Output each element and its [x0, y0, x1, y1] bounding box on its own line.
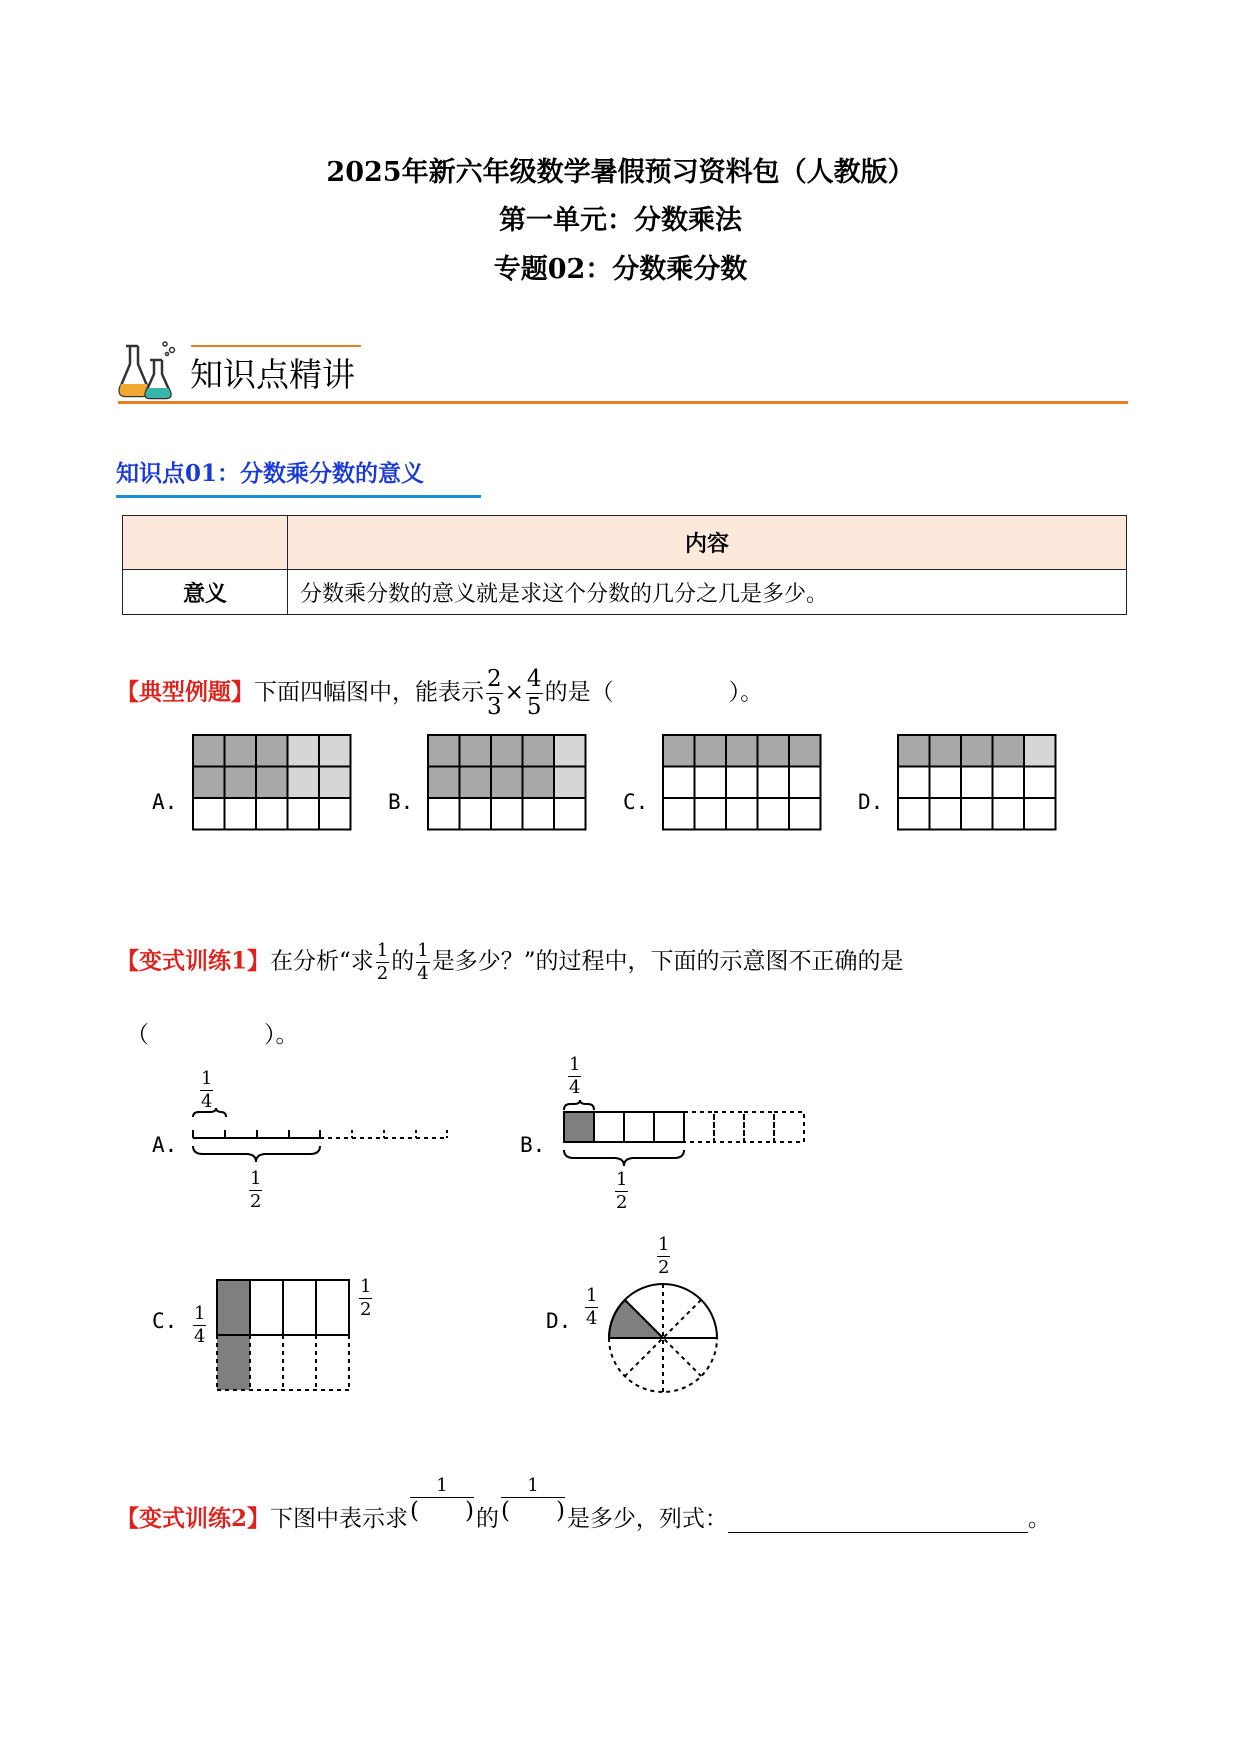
grid-cell: [898, 767, 930, 799]
grid-cell: [930, 798, 962, 830]
grid-cell: [256, 735, 288, 767]
grid-cell: [225, 735, 257, 767]
grid-option-b[interactable]: [428, 735, 586, 830]
diagram-a[interactable]: [193, 1108, 447, 1162]
diagram-b[interactable]: [564, 1100, 804, 1166]
grid-cell: [288, 798, 320, 830]
example-option-b-label: B.: [388, 790, 414, 814]
grid-cell: [961, 735, 993, 767]
diagram-d[interactable]: [609, 1284, 717, 1392]
grid-cell: [554, 767, 586, 799]
section-title: 知识点精讲: [190, 355, 355, 394]
grid-cell: [428, 735, 460, 767]
diagram-d-quarter: $\frac{1}{4}$: [586, 1285, 598, 1329]
diagram-d-half: $\frac{1}{2}$: [658, 1234, 670, 1278]
grid-cell: [460, 798, 492, 830]
unit-title: 第一单元：分数乘法: [499, 205, 742, 236]
grid-cell: [695, 767, 727, 799]
grid-cell: [225, 767, 257, 799]
grid-cell: [491, 798, 523, 830]
diagram-b-half: $\frac{1}{2}$: [616, 1169, 628, 1213]
practice2-post: 是多少，列式：: [566, 1506, 728, 1532]
grid-cell: [523, 798, 555, 830]
diagram-c[interactable]: [217, 1280, 349, 1390]
fraction-4-5: $\frac{4}{5}$: [526, 666, 542, 720]
practice1-answer-blank[interactable]: （ ）。: [126, 1022, 299, 1048]
row-label: 意义: [123, 570, 288, 615]
example-pre: 下面四幅图中，能表示: [254, 679, 484, 706]
practice2-tag: 【变式训练2】: [116, 1505, 271, 1532]
practice1-option-c-label: C.: [152, 1309, 178, 1333]
grid-cell: [523, 767, 555, 799]
grid-cell: [898, 735, 930, 767]
grid-cell: [961, 767, 993, 799]
grid-option-a[interactable]: [193, 735, 351, 830]
grid-cell: [898, 798, 930, 830]
practice2-mid: 的: [475, 1506, 499, 1532]
topic-title: 专题02：分数乘分数: [493, 254, 748, 285]
practice2-question: [116, 1475, 1051, 1533]
practice1-tag: 【变式训练1】: [116, 947, 271, 975]
practice2-fraction-1[interactable]: $\frac{1}{( )}$: [410, 1475, 474, 1524]
grid-cell: [193, 798, 225, 830]
example-option-c-label: C.: [623, 790, 649, 814]
times-sign: ×: [504, 679, 524, 706]
grid-option-d[interactable]: [898, 735, 1056, 830]
grid-cell: [695, 798, 727, 830]
grid-cell: [758, 798, 790, 830]
practice2-paren-1[interactable]: ( ): [410, 1498, 474, 1524]
practice2-end: 。: [1027, 1506, 1051, 1532]
example-option-a-label: A.: [152, 790, 178, 814]
grid-cell: [726, 798, 758, 830]
grid-cell: [758, 767, 790, 799]
example-post: 的是（ ）。: [544, 679, 764, 706]
practice1-diagrams: [0, 1080, 1241, 1420]
practice1-option-d-label: D.: [546, 1309, 572, 1333]
grid-cell: [554, 798, 586, 830]
grid-cell: [288, 735, 320, 767]
grid-cell: [993, 735, 1025, 767]
grid-cell: [789, 735, 821, 767]
grid-cell: [930, 767, 962, 799]
grid-cell: [256, 798, 288, 830]
grid-cell: [961, 798, 993, 830]
example-tag: 【典型例题】: [116, 678, 254, 706]
grid-cell: [789, 767, 821, 799]
grid-cell: [491, 767, 523, 799]
row-content: 分数乘分数的意义就是求这个分数的几分之几是多少。: [288, 570, 1127, 615]
grid-option-c[interactable]: [663, 735, 821, 830]
grid-cell: [726, 767, 758, 799]
practice1-option-a-label: A.: [152, 1133, 178, 1157]
fraction-1-2: $\frac{1}{2}$: [376, 940, 389, 984]
grid-cell: [663, 767, 695, 799]
diagram-b-quarter: $\frac{1}{4}$: [569, 1054, 581, 1098]
grid-cell: [663, 735, 695, 767]
grid-cell: [288, 767, 320, 799]
grid-cell: [319, 735, 351, 767]
grid-cell: [225, 798, 257, 830]
practice2-fraction-2[interactable]: $\frac{1}{( )}$: [500, 1475, 565, 1524]
grid-cell: [554, 735, 586, 767]
grid-cell: [428, 798, 460, 830]
diagram-c-quarter: $\frac{1}{4}$: [194, 1303, 206, 1347]
grid-cell: [1024, 767, 1056, 799]
grid-cell: [930, 735, 962, 767]
diagram-c-half: $\frac{1}{2}$: [360, 1276, 372, 1320]
grid-cell: [428, 767, 460, 799]
grid-cell: [663, 798, 695, 830]
table-header-content: 内容: [288, 516, 1127, 570]
practice1-question: [116, 942, 903, 983]
grid-cell: [319, 767, 351, 799]
diagram-a-quarter: $\frac{1}{4}$: [201, 1068, 213, 1112]
grid-cell: [1024, 735, 1056, 767]
grid-cell: [193, 735, 225, 767]
practice2-paren-2[interactable]: ( ): [500, 1498, 565, 1524]
grid-cell: [993, 798, 1025, 830]
knowledge-title: 知识点01：分数乘分数的意义: [116, 460, 425, 487]
practice1-mid: 的: [391, 948, 415, 975]
grid-cell: [319, 798, 351, 830]
grid-cell: [789, 798, 821, 830]
grid-cell: [1024, 798, 1056, 830]
grid-cell: [193, 767, 225, 799]
grid-cell: [758, 735, 790, 767]
diagram-a-half: $\frac{1}{2}$: [250, 1168, 262, 1212]
grid-cell: [993, 767, 1025, 799]
practice2-answer-line[interactable]: [728, 1510, 1028, 1533]
grid-cell: [695, 735, 727, 767]
grid-cell: [491, 735, 523, 767]
fraction-2-3: $\frac{2}{3}$: [487, 666, 502, 720]
practice2-pre: 下图中表示求: [270, 1506, 409, 1532]
doc-title: 2025年新六年级数学暑假预习资料包（人教版）: [326, 157, 915, 188]
example-option-d-label: D.: [858, 790, 884, 814]
practice1-post: 是多少？”的过程中，下面的示意图不正确的是: [431, 948, 904, 975]
grid-cell: [460, 735, 492, 767]
grid-cell: [460, 767, 492, 799]
practice1-pre: 在分析“求: [270, 948, 374, 975]
fraction-1-4: $\frac{1}{4}$: [417, 940, 429, 984]
grid-cell: [726, 735, 758, 767]
grid-cell: [256, 767, 288, 799]
practice1-option-b-label: B.: [520, 1133, 546, 1157]
grid-cell: [523, 735, 555, 767]
